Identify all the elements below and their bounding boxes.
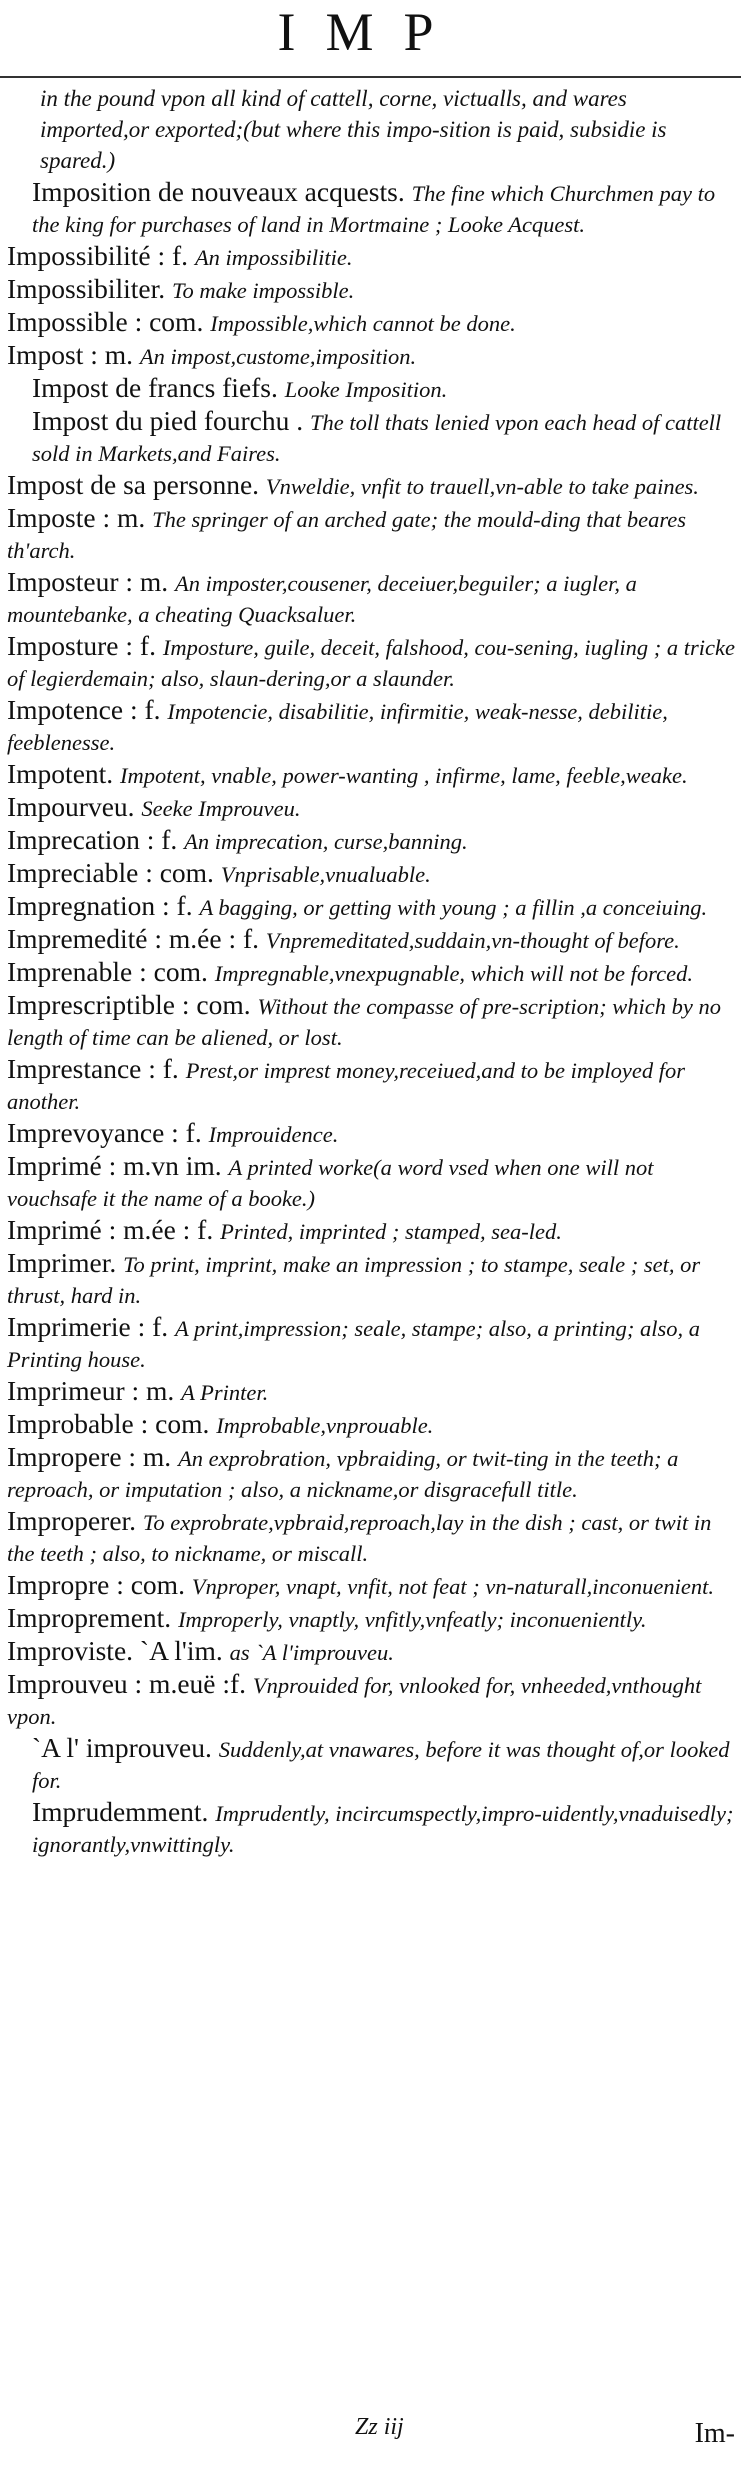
entry-headword: Imprimé [7, 1214, 102, 1245]
dictionary-entry [0, 990, 741, 1052]
entry-definition: An imposter,cousener, deceiuer,beguiler; a iugler, a mountebanke, a cheating Quacksaluer. [7, 571, 637, 627]
dictionary-entry [0, 1215, 741, 1246]
entry-definition: Without the compasse of pre-scription; which by no length of time can be aliened, or lost. [7, 994, 721, 1050]
entry-definition: Impotencie, disabilitie, infirmitie, weak-nesse, debilitie, feeblenesse. [7, 699, 668, 755]
entry-grammar: : f. [129, 694, 161, 725]
dictionary-entry [0, 924, 741, 955]
signature-mark: Zz iij [355, 2414, 404, 2440]
entry-grammar: : f. [146, 824, 178, 855]
entry-grammar: : f. [162, 890, 193, 921]
dictionary-entry [0, 1506, 741, 1568]
entry-grammar: : m.vn im. [108, 1150, 222, 1181]
header-rule [0, 76, 741, 78]
entry-grammar: : f. [171, 1117, 202, 1148]
entry-definition: Impossible,which cannot be done. [210, 311, 516, 336]
entry-definition: Vnproper, vnapt, vnfit, not feat ; vn-naturall,inconuenient. [191, 1574, 715, 1599]
entry-definition: An impossibilitie. [194, 245, 353, 270]
sub-entry [0, 1733, 741, 1795]
entry-definition: Vnpremeditated,suddain,vn-thought of before. [265, 928, 680, 953]
entry-headword: `A l' improuveu. [32, 1732, 212, 1763]
entry-definition: A bagging, or getting with young ; a fillin ,a conceiuing. [199, 895, 708, 920]
entry-headword: Impost du pied fourchu . [32, 405, 304, 436]
dictionary-entry [0, 1603, 741, 1634]
entry-headword: Impost [7, 339, 84, 370]
entry-headword: Impost de francs fiefs. [32, 372, 278, 403]
sub-entry [0, 406, 741, 468]
entry-headword: Imprimerie [7, 1311, 131, 1342]
entry-grammar: : m. [128, 1441, 172, 1472]
entry-headword: Impropre [7, 1569, 110, 1600]
entry-definition: An impost,custome,imposition. [139, 344, 417, 369]
entry-definition: Seeke Improuveu. [141, 796, 301, 821]
entry-headword: Imposteur [7, 566, 119, 597]
entry-definition: Prest,or imprest money,receiued,and to be imployed for another. [7, 1058, 685, 1114]
entry-headword: Imposture [7, 630, 119, 661]
dictionary-entry [0, 1118, 741, 1149]
entry-definition: Impotent, vnable, power-wanting , infirme, lame, feeble,weake. [120, 763, 688, 788]
entry-headword: Imprimer. [7, 1247, 117, 1278]
entry-grammar: : f. [148, 1053, 179, 1084]
entry-headword: Impreciable [7, 857, 139, 888]
entry-definition: Improuidence. [208, 1122, 339, 1147]
entry-headword: Improprement. [7, 1602, 172, 1633]
sub-entry [0, 177, 741, 239]
entry-headword: Imprimé [7, 1150, 102, 1181]
dictionary-entry [0, 1636, 741, 1667]
entry-grammar: : com. [116, 1569, 185, 1600]
entry-headword: Impourveu. [7, 791, 135, 822]
entry-continuation [0, 82, 741, 175]
dictionary-entry [0, 340, 741, 371]
dictionary-entry [0, 1054, 741, 1116]
entry-definition: The springer of an arched gate; the mould-ding that beares th'arch. [7, 507, 687, 563]
entry-definition: Vnweldie, vnfit to trauell,vn-able to take paines. [265, 474, 699, 499]
dictionary-entry [0, 1312, 741, 1374]
entry-definition: Vnprouided for, vnlooked for, vnheeded,vnthought vpon. [7, 1673, 702, 1729]
entry-grammar: : m. [125, 566, 169, 597]
catchword: Im- [694, 2418, 735, 2449]
entry-definition: Imprudently, incircumspectly,impro-uidently,vnaduisedly; ignorantly,vnwittingly. [32, 1801, 734, 1857]
entry-definition: A printed worke(a word vsed when one will not vouchsafe it the name of a booke.) [7, 1155, 654, 1211]
entry-definition: The fine which Churchmen pay to the king for purchases of land in Mortmaine ; Looke Acquest. [32, 181, 716, 237]
entry-headword: Imposte [7, 502, 96, 533]
dictionary-entry [0, 503, 741, 565]
dictionary-entry [0, 1570, 741, 1601]
entry-definition: To exprobrate,vpbraid,reproach,lay in the dish ; cast, or twit in the teeth ; also, to nickname, or miscall. [7, 1510, 712, 1566]
entry-headword: Impremedité [7, 923, 148, 954]
entry-grammar: : com. [145, 857, 214, 888]
entry-grammar: : com. [140, 1408, 210, 1439]
entry-definition: Vnprisable,vnualuable. [220, 862, 431, 887]
entry-headword: Impost de sa personne. [7, 469, 260, 500]
entry-grammar: : f. [137, 1311, 169, 1342]
entry-definition: To print, imprint, make an impression ; to stampe, seale ; set, or thrust, hard in. [7, 1252, 701, 1308]
entry-headword: Improuveu [7, 1668, 128, 1699]
entry-grammar: : m. [131, 1375, 175, 1406]
entry-definition: in the pound vpon all kind of cattell, corne, victualls, and wares imported,or exported;(but where this impo-sition is paid, subsidie is spared.) [40, 86, 667, 173]
sub-entry [0, 373, 741, 404]
entry-grammar: : f. [125, 630, 156, 661]
entry-headword: Imprenable [7, 956, 133, 987]
dictionary-entry [0, 470, 741, 501]
entry-definition: An exprobration, vpbraiding, or twit-ting in the teeth; a reproach, or imputation ; also, a nickname,or disgracefull title. [7, 1446, 679, 1502]
entry-headword: Impotence [7, 694, 124, 725]
dictionary-entry [0, 891, 741, 922]
entry-headword: Imprimeur [7, 1375, 125, 1406]
entry-grammar: : com. [139, 956, 208, 987]
dictionary-entry [0, 957, 741, 988]
entry-headword: Improbable [7, 1408, 134, 1439]
entry-definition: Imposture, guile, deceit, falshood, cou-sening, iugling ; a tricke of legierdemain; also, slaun-dering,or a slaunder. [7, 635, 736, 691]
entry-headword: Improviste. [7, 1635, 134, 1666]
entry-definition: To make impossible. [172, 278, 355, 303]
page-title: IMP [277, 2, 464, 62]
entry-headword: Imprevoyance [7, 1117, 165, 1148]
dictionary-entry [0, 1669, 741, 1731]
entry-definition: A print,impression; seale, stampe; also, a printing; also, a Printing house. [7, 1316, 701, 1372]
entry-grammar: : m. [102, 502, 146, 533]
entry-headword: Impossibilité [7, 240, 151, 271]
sub-entry [0, 1797, 741, 1859]
dictionary-entry [0, 1376, 741, 1407]
entry-grammar: : f. [157, 240, 189, 271]
entry-grammar: : m.euë :f. [134, 1668, 247, 1699]
entry-headword: Imprestance [7, 1053, 142, 1084]
dictionary-entry [0, 241, 741, 272]
entry-headword: Imprecation [7, 824, 140, 855]
dictionary-entry [0, 631, 741, 693]
entry-definition: as `A l'improuveu. [229, 1640, 394, 1665]
entry-headword: Improperer. [7, 1505, 137, 1536]
entry-headword: Imprescriptible [7, 989, 175, 1020]
dictionary-entry [0, 695, 741, 757]
entry-headword: Imposition de nouveaux acquests. [32, 176, 405, 207]
entry-definition: The toll thats lenied vpon each head of cattell sold in Markets,and Faires. [32, 410, 722, 466]
dictionary-entry [0, 567, 741, 629]
entry-headword: Impotent. [7, 758, 114, 789]
dictionary-entry [0, 759, 741, 790]
entry-definition: Improbable,vnprouable. [216, 1413, 434, 1438]
entry-headword: Impropere [7, 1441, 122, 1472]
dictionary-entry [0, 1151, 741, 1213]
entry-definition: Impregnable,vnexpugnable, which will not be forced. [214, 961, 693, 986]
entry-grammar: : m.ée : f. [154, 923, 259, 954]
entry-grammar: : com. [134, 306, 204, 337]
entry-grammar: : m. [90, 339, 134, 370]
entry-definition: Improperly, vnaptly, vnfitly,vnfeatly; inconueniently. [178, 1607, 647, 1632]
dictionary-entry [0, 307, 741, 338]
entry-definition: Looke Imposition. [284, 377, 448, 402]
page-footer [0, 2414, 741, 2464]
entry-definition: Suddenly,at vnawares, before it was thought of,or looked for. [32, 1737, 730, 1793]
dictionary-entry [0, 1409, 741, 1440]
entry-definition: A Printer. [181, 1380, 269, 1405]
entry-headword: Impossibiliter. [7, 273, 166, 304]
dictionary-entry [0, 1442, 741, 1504]
entry-grammar: : m.ée : f. [108, 1214, 214, 1245]
dictionary-entry [0, 858, 741, 889]
entry-grammar: `A l'im. [139, 1635, 223, 1666]
entry-definition: Printed, imprinted ; stamped, sea-led. [220, 1219, 562, 1244]
dictionary-entry [0, 1248, 741, 1310]
dictionary-entry [0, 274, 741, 305]
entry-headword: Impregnation [7, 890, 156, 921]
dictionary-entry [0, 825, 741, 856]
entry-headword: Imprudemment. [32, 1796, 209, 1827]
entry-headword: Impossible [7, 306, 128, 337]
entry-grammar: : com. [181, 989, 251, 1020]
entry-definition: An imprecation, curse,banning. [184, 829, 468, 854]
entry-list [0, 82, 741, 1861]
dictionary-entry [0, 792, 741, 823]
